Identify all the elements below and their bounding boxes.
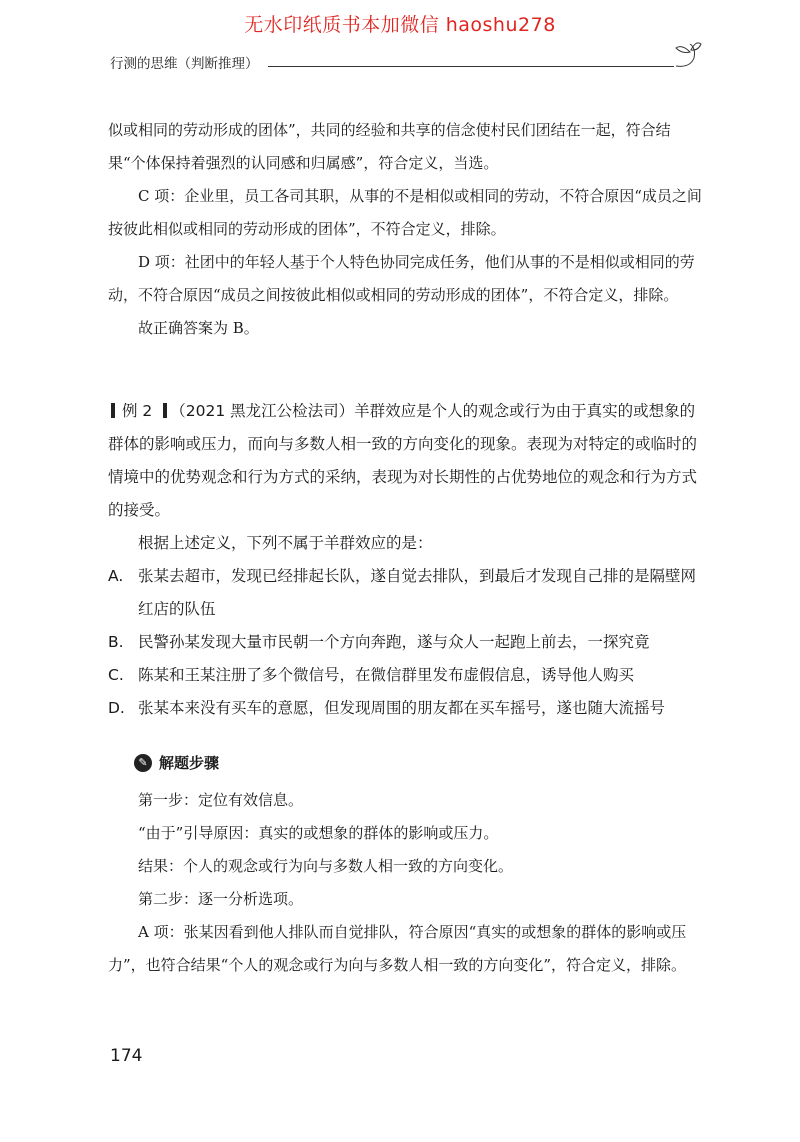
page-number: 174	[110, 1046, 143, 1066]
option-text: 民警孙某发现大量市民朝一个方向奔跑，遂与众人一起跑上前去，一探究竟	[138, 633, 650, 651]
example-bar-left	[111, 403, 115, 418]
running-head: 行测的思维（判断推理）	[110, 56, 259, 72]
step-line: 结果：个人的观念或行为向与多数人相一致的方向变化。	[138, 857, 514, 875]
example-label: 例 2	[122, 402, 153, 420]
option-c	[108, 659, 704, 692]
option-text: 张某去超市，发现已经排起长队，遂自觉去排队，到最后才发现自己排的是隔壁网红店的队伍	[138, 567, 697, 618]
answer-line: 故正确答案为 B。	[138, 319, 259, 337]
option-text: 陈某和王某注册了多个微信号，在微信群里发布虚假信息，诱导他人购买	[138, 666, 635, 684]
steps-block	[108, 784, 704, 982]
option-d	[108, 692, 704, 725]
sprout-icon	[672, 38, 702, 72]
option-a	[108, 560, 704, 626]
example-stem	[108, 395, 704, 527]
example-stem-text: 羊群效应是个人的观念或行为由于真实的或想象的群体的影响或压力，而向与多数人相一致的方向变化的现象。表现为对特定的或临时的情境中的优势观念和行为方式的采纳，表现为对长期性的占优势地位的观念和行为方式的接受。	[108, 402, 698, 519]
steps-heading	[134, 752, 219, 773]
example-bar-right	[163, 403, 167, 418]
option-label: B.	[108, 633, 124, 651]
analysis-option-c: C 项：企业里，员工各司其职，从事的不是相似或相同的劳动，不符合原因“成员之间按彼此相似或相同的劳动形成的团体”，不符合定义，排除。	[108, 187, 702, 238]
example-block	[108, 395, 704, 725]
option-label: C.	[108, 666, 124, 684]
option-label: A.	[108, 567, 124, 585]
option-label: D.	[108, 699, 125, 717]
watermark: 无水印纸质书本加微信 haoshu278	[244, 14, 556, 36]
option-b	[108, 626, 704, 659]
example-source: （2021 黑龙江公检法司）	[170, 402, 355, 420]
step-line: “由于”引导原因：真实的或想象的群体的影响或压力。	[138, 824, 499, 842]
analysis-b-continued: 似或相同的劳动形成的团体”，共同的经验和共享的信念使村民们团结在一起，符合结果“个体保持着强烈的认同感和归属感”，符合定义，当选。	[108, 121, 671, 172]
steps-heading-text: 解题步骤	[159, 754, 220, 772]
analysis-option-a: A 项：张某因看到他人排队而自觉排队，符合原因“真实的或想象的群体的影响或压力”，也符合结果“个人的观念或行为向与多数人相一致的方向变化”，符合定义，排除。	[108, 923, 687, 974]
analysis-option-d: D 项：社团中的年轻人基于个人特色协同完成任务，他们从事的不是相似或相同的劳动，不符合原因“成员之间按彼此相似或相同的劳动形成的团体”，不符合定义，排除。	[108, 253, 695, 304]
option-text: 张某本来没有买车的意愿，但发现周围的朋友都在买车摇号，遂也随大流摇号	[138, 699, 666, 717]
pencil-icon: ✎	[134, 754, 152, 772]
header-rule	[268, 66, 674, 67]
step-line: 第一步：定位有效信息。	[138, 791, 304, 809]
analysis-block-previous	[108, 114, 704, 345]
step-line: 第二步：逐一分析选项。	[138, 890, 304, 908]
example-question: 根据上述定义，下列不属于羊群效应的是：	[138, 534, 433, 552]
